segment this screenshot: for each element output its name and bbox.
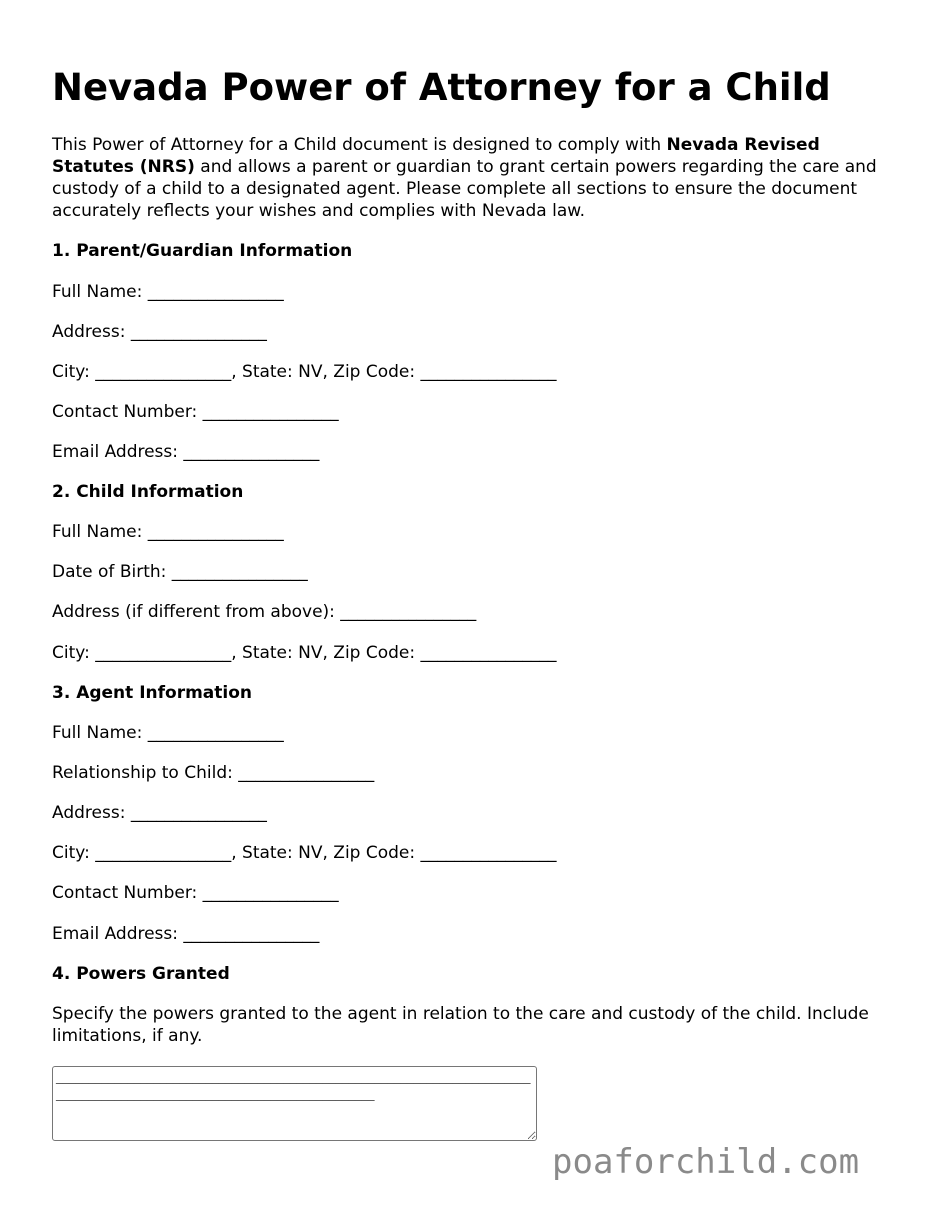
parent-city-state-zip-field[interactable]: City: ________________, State: NV, Zip Code: ________________	[52, 362, 557, 382]
powers-granted-textarea[interactable]	[52, 1066, 537, 1141]
parent-contact-number-field[interactable]: Contact Number: ________________	[52, 402, 339, 422]
intro-paragraph	[52, 134, 882, 222]
agent-email-field[interactable]: Email Address: ________________	[52, 924, 320, 944]
intro-statute-reference: Nevada Revised Statutes (NRS)	[52, 135, 820, 177]
agent-contact-number-field[interactable]: Contact Number: ________________	[52, 883, 339, 903]
child-full-name-field[interactable]: Full Name: ________________	[52, 522, 284, 542]
document-title: Nevada Power of Attorney for a Child	[52, 66, 831, 109]
section-heading-powers: 4. Powers Granted	[52, 964, 230, 984]
child-date-of-birth-field[interactable]: Date of Birth: ________________	[52, 562, 308, 582]
child-address-field[interactable]: Address (if different from above): ________________	[52, 602, 477, 622]
agent-city-state-zip-field[interactable]: City: ________________, State: NV, Zip Code: ________________	[52, 843, 557, 863]
child-city-state-zip-field[interactable]: City: ________________, State: NV, Zip Code: ________________	[52, 643, 557, 663]
parent-full-name-field[interactable]: Full Name: ________________	[52, 282, 284, 302]
parent-email-field[interactable]: Email Address: ________________	[52, 442, 320, 462]
parent-address-field[interactable]: Address: ________________	[52, 322, 267, 342]
agent-full-name-field[interactable]: Full Name: ________________	[52, 723, 284, 743]
section-heading-agent: 3. Agent Information	[52, 683, 253, 703]
intro-text-start: This Power of Attorney for a Child document is designed to comply with	[52, 135, 667, 155]
agent-relationship-field[interactable]: Relationship to Child: ________________	[52, 763, 375, 783]
powers-instructions: Specify the powers granted to the agent in relation to the care and custody of the child. Include limitations, if any.	[52, 1004, 869, 1046]
section-heading-child: 2. Child Information	[52, 482, 244, 502]
section-heading-parent: 1. Parent/Guardian Information	[52, 241, 353, 261]
intro-text-end: and allows a parent or guardian to grant certain powers regarding the care and custody of a child to a designated agent. Please complete all sections to ensure the document accurately reflects your wishes and complies with Nevada law.	[52, 157, 877, 221]
watermark-logo: poaforchild.com	[552, 1142, 860, 1182]
agent-address-field[interactable]: Address: ________________	[52, 803, 267, 823]
